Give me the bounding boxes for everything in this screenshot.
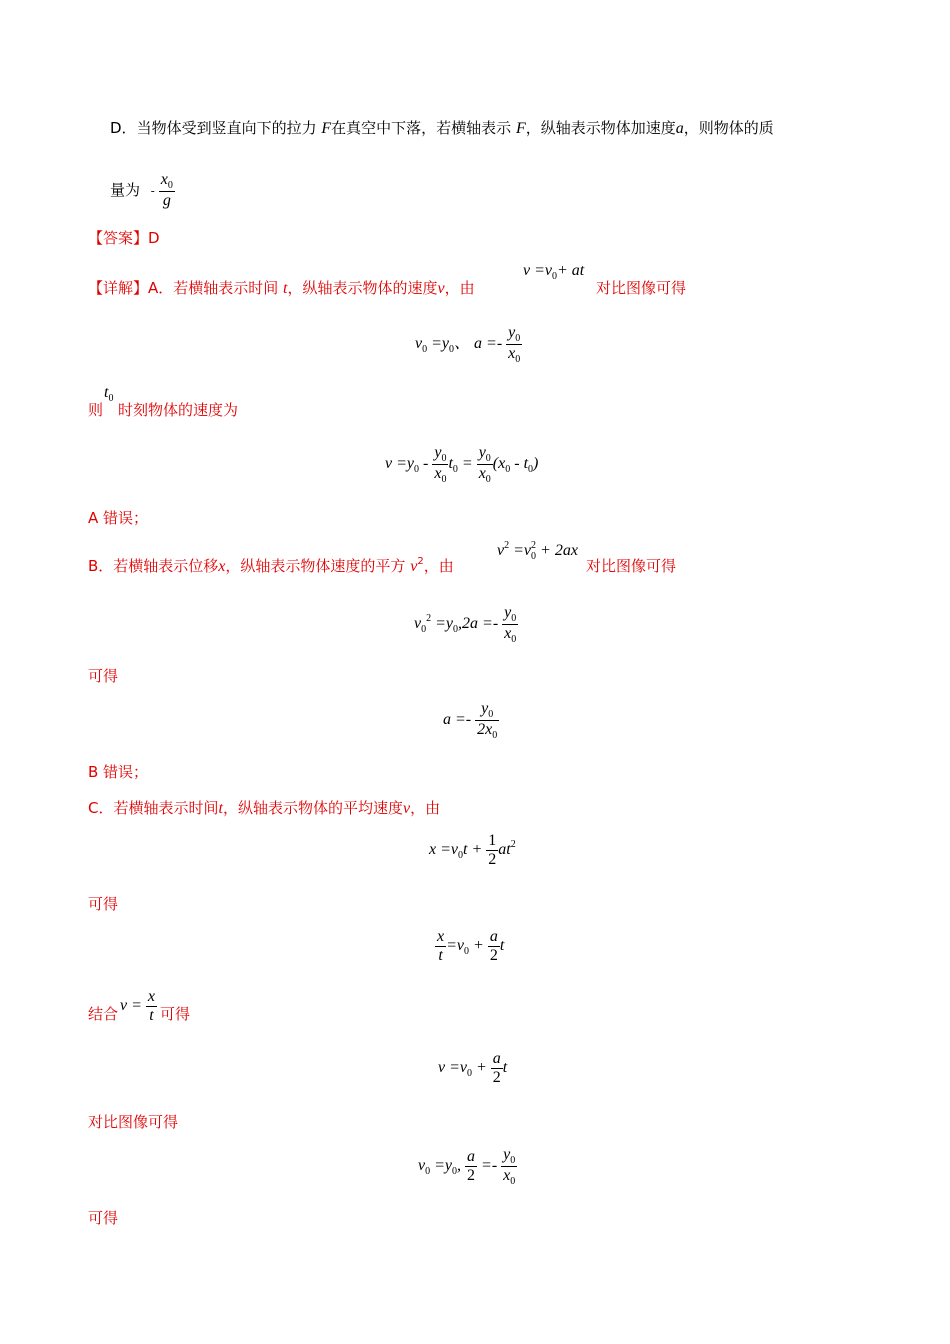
eq-b2-num: y: [481, 700, 489, 717]
eq-a2-p3: t: [448, 455, 453, 473]
combine-label: 结合: [88, 1005, 119, 1023]
var-v2: v: [410, 558, 418, 575]
then-t0-line: [88, 400, 103, 420]
combine-p1: v =: [120, 997, 142, 1015]
frac-den: g: [162, 192, 171, 210]
eq-a2-f2nums: 0: [485, 453, 491, 464]
var-v-c: v: [402, 800, 411, 817]
eq-c4-p2: =y: [430, 1157, 453, 1175]
option-d-text-1: 当物体受到竖直向下的拉力: [136, 119, 317, 137]
t0-symbol: [104, 384, 113, 402]
fb-c: + 2ax: [536, 542, 578, 559]
equation-a1: [415, 324, 522, 365]
eq-c1-p3: at: [498, 841, 511, 859]
eq-c4-den2: x: [503, 1167, 511, 1184]
eq-a2-f2dens: 0: [485, 474, 491, 485]
then-label: 则: [88, 401, 104, 419]
eq-a2-f1dens: 0: [441, 474, 447, 485]
equation-b2: [443, 700, 499, 741]
eq-b1-s2: 0: [453, 624, 459, 636]
eq-a1-v: v: [415, 335, 423, 353]
eq-a2-p2: -: [419, 455, 429, 473]
eq-a2-f1den: x: [434, 465, 442, 482]
eq-c2-s1: 0: [464, 946, 470, 958]
combine-suffix: 可得: [160, 1005, 191, 1023]
combine-line: [88, 1004, 118, 1024]
eq-a1-den-sub: 0: [515, 354, 521, 365]
eq-c1-fraction: [486, 832, 498, 869]
eq-c4-frac1: [465, 1148, 477, 1185]
eq-c1-sup: 2: [510, 839, 516, 851]
mass-fraction: [159, 171, 175, 210]
eq-c2-den2: 2: [489, 947, 498, 964]
eq-b1-sup1: 2: [426, 613, 432, 625]
eq-b1-num: y: [504, 604, 512, 621]
mass-formula: [151, 170, 175, 210]
eq-c1-s1: 0: [458, 850, 463, 862]
detail-a-suffix: 对比图像可得: [596, 279, 687, 297]
eq-c3-p2: +: [472, 1059, 487, 1077]
detail-b-suffix: 对比图像可得: [586, 557, 677, 575]
combine-den: t: [149, 1007, 154, 1024]
eq-c1-p2: t +: [463, 841, 483, 859]
detail-a-mid2: ，由: [444, 279, 475, 297]
eq-a2-p5: (x: [492, 455, 506, 473]
eq-a2-f1nums: 0: [441, 453, 447, 464]
eq-b2-den: 2x: [477, 721, 493, 738]
eq-c2-den1: t: [438, 947, 443, 964]
var-t: t: [283, 280, 288, 297]
option-d-label: D．: [110, 119, 137, 137]
eq-c2-frac1: [435, 928, 446, 965]
compare-line: 对比图像可得: [88, 1113, 179, 1131]
eq-a2-f2num: y: [478, 444, 486, 461]
eq-a2-s1: 0: [414, 464, 419, 476]
eq-c4-frac2: [501, 1146, 517, 1187]
eq-a2-frac1: [432, 444, 448, 485]
equation-c3: [438, 1050, 507, 1087]
minus-sign: -: [150, 183, 155, 198]
eq-b2-num-sub: 0: [488, 709, 494, 720]
eq-b1-p2: =y: [431, 615, 454, 633]
eq-c4-s2: 0: [452, 1166, 458, 1178]
eq-b2-p1: a =-: [443, 711, 472, 729]
option-d-text-4: ，则物体的质: [683, 119, 774, 137]
detail-b-mid2: ，由: [423, 557, 454, 575]
var-F: F: [321, 120, 332, 137]
fb-sup2: 2: [531, 540, 537, 551]
eq-a1-sep: 、 a =-: [454, 335, 503, 353]
eq-c4-s1: 0: [425, 1166, 431, 1178]
eq-a1-mid: =y: [427, 335, 450, 353]
eq-a2-f2den: x: [478, 465, 486, 482]
eq-a2-s5: 0: [505, 464, 511, 476]
frac-num-sub: 0: [167, 180, 173, 192]
option-d-line-1: [110, 118, 774, 139]
eq-a2-p4: =: [457, 455, 473, 473]
equation-c2: [435, 928, 504, 965]
eq-b2-den-sub: 0: [492, 730, 498, 741]
eq-c2-p3: t: [499, 937, 505, 955]
fb-a: v: [497, 542, 505, 559]
eq-c3-p1: v =v: [438, 1059, 467, 1077]
detail-a-mid: ，纵轴表示物体的速度: [287, 279, 438, 297]
var-a: a: [675, 120, 684, 137]
detail-b-line: [88, 556, 454, 579]
answer-line: 【答案】D: [88, 229, 160, 247]
fb-sub: 0: [531, 551, 537, 562]
t0-t: t: [104, 384, 109, 401]
eq-a1-den: x: [508, 345, 516, 362]
eq-c2-frac2: [488, 928, 500, 965]
eq-a1-sub2: 0: [449, 344, 455, 356]
detail-c-suffix: ，由: [410, 799, 441, 817]
fb-sup: 2: [504, 540, 510, 551]
combine-formula: [120, 988, 157, 1025]
eq-c4-p4: =-: [477, 1157, 498, 1175]
var-F-2: F: [515, 120, 526, 137]
eq-c4-num1: a: [467, 1148, 476, 1165]
eq-b1-den: x: [504, 625, 512, 642]
option-d-mass-label: 量为: [110, 181, 141, 199]
eq-c3-den: 2: [492, 1069, 501, 1086]
detail-c-line: [88, 798, 440, 819]
formula-a-sub: 0: [552, 271, 557, 282]
ke-de-2: 可得: [88, 895, 119, 913]
eq-a2-frac2: [477, 444, 493, 485]
eq-c4-den2s: 0: [510, 1176, 516, 1187]
fb-b: =v: [509, 542, 532, 559]
eq-b1-num-sub: 0: [511, 613, 517, 624]
t0-sub: 0: [108, 393, 114, 404]
wrong-a: A 错误；: [88, 509, 149, 527]
option-d-text-3: ，纵轴表示物体加速度: [525, 119, 676, 137]
eq-c2-num1: x: [437, 928, 445, 945]
eq-b1-s1: 0: [421, 624, 427, 636]
eq-a2-p1: v =y: [385, 455, 414, 473]
detail-b-mid: ，纵轴表示物体速度的平方: [225, 557, 406, 575]
eq-c1-p1: x =v: [429, 841, 458, 859]
frac-num: x: [160, 171, 168, 189]
equation-c1: [429, 832, 516, 869]
combine-fraction: [146, 988, 157, 1025]
eq-b1-fraction: [502, 604, 518, 645]
eq-c3-num: a: [492, 1050, 501, 1067]
eq-a2-p7: ): [533, 455, 539, 473]
eq-a2-f1num: y: [434, 444, 442, 461]
eq-c1-num: 1: [488, 832, 497, 849]
combine-num: x: [147, 988, 156, 1005]
detail-c-prefix: C．若横轴表示时间: [88, 799, 219, 817]
formula-a-part1: v =v: [523, 262, 552, 279]
eq-a1-sub: 0: [422, 344, 428, 356]
equation-c4: [418, 1146, 517, 1187]
eq-a1-fraction: [506, 324, 522, 365]
detail-c-mid: ，纵轴表示物体的平均速度: [222, 799, 403, 817]
eq-b1-den-sub: 0: [511, 634, 517, 645]
ke-de-1: 可得: [88, 667, 119, 685]
eq-b2-fraction: [475, 700, 499, 741]
eq-b1-p3: ,2a =-: [458, 615, 499, 633]
eq-a1-num-sub: 0: [515, 333, 521, 344]
var-x: x: [218, 558, 226, 575]
detail-a-prefix: 【详解】A．若横轴表示时间: [88, 279, 279, 297]
eq-c4-p3: ,: [457, 1157, 462, 1175]
formula-v2: [497, 542, 578, 560]
eq-c3-p3: t: [502, 1059, 508, 1077]
equation-a2: [385, 444, 538, 485]
eq-c2-p2: +: [469, 937, 484, 955]
formula-v-v0-at: [523, 262, 584, 280]
eq-a1-num: y: [508, 324, 516, 341]
eq-c4-num2s: 0: [510, 1155, 516, 1166]
eq-c3-s1: 0: [467, 1068, 472, 1080]
eq-c4-p1: v: [418, 1157, 426, 1175]
var-v: v: [437, 280, 445, 297]
eq-a2-s3: 0: [452, 464, 458, 476]
detail-a-line: [88, 278, 475, 299]
var-t-c: t: [218, 800, 223, 817]
eq-c2-p1: =v: [446, 937, 465, 955]
eq-a2-s6: 0: [528, 464, 534, 476]
var-v2-sup: 2: [417, 556, 424, 567]
option-d-text-2: 在真空中下落，若横轴表示: [331, 119, 512, 137]
eq-c3-fraction: [491, 1050, 503, 1087]
wrong-b: B 错误；: [88, 763, 149, 781]
eq-b1-p1: v: [414, 615, 422, 633]
option-d-line-2: [110, 170, 175, 211]
eq-c2-num2: a: [489, 928, 498, 945]
eq-c4-den1: 2: [467, 1167, 476, 1184]
eq-c1-den: 2: [488, 851, 497, 868]
detail-b-prefix: B．若横轴表示位移: [88, 557, 219, 575]
formula-a-tail: + at: [557, 262, 585, 279]
t0-text: 时刻物体的速度为: [118, 401, 239, 419]
ke-de-3: 可得: [88, 1209, 119, 1227]
eq-a2-p6: - t: [510, 455, 529, 473]
equation-b1: [414, 604, 518, 645]
eq-c4-num2: y: [503, 1146, 511, 1163]
